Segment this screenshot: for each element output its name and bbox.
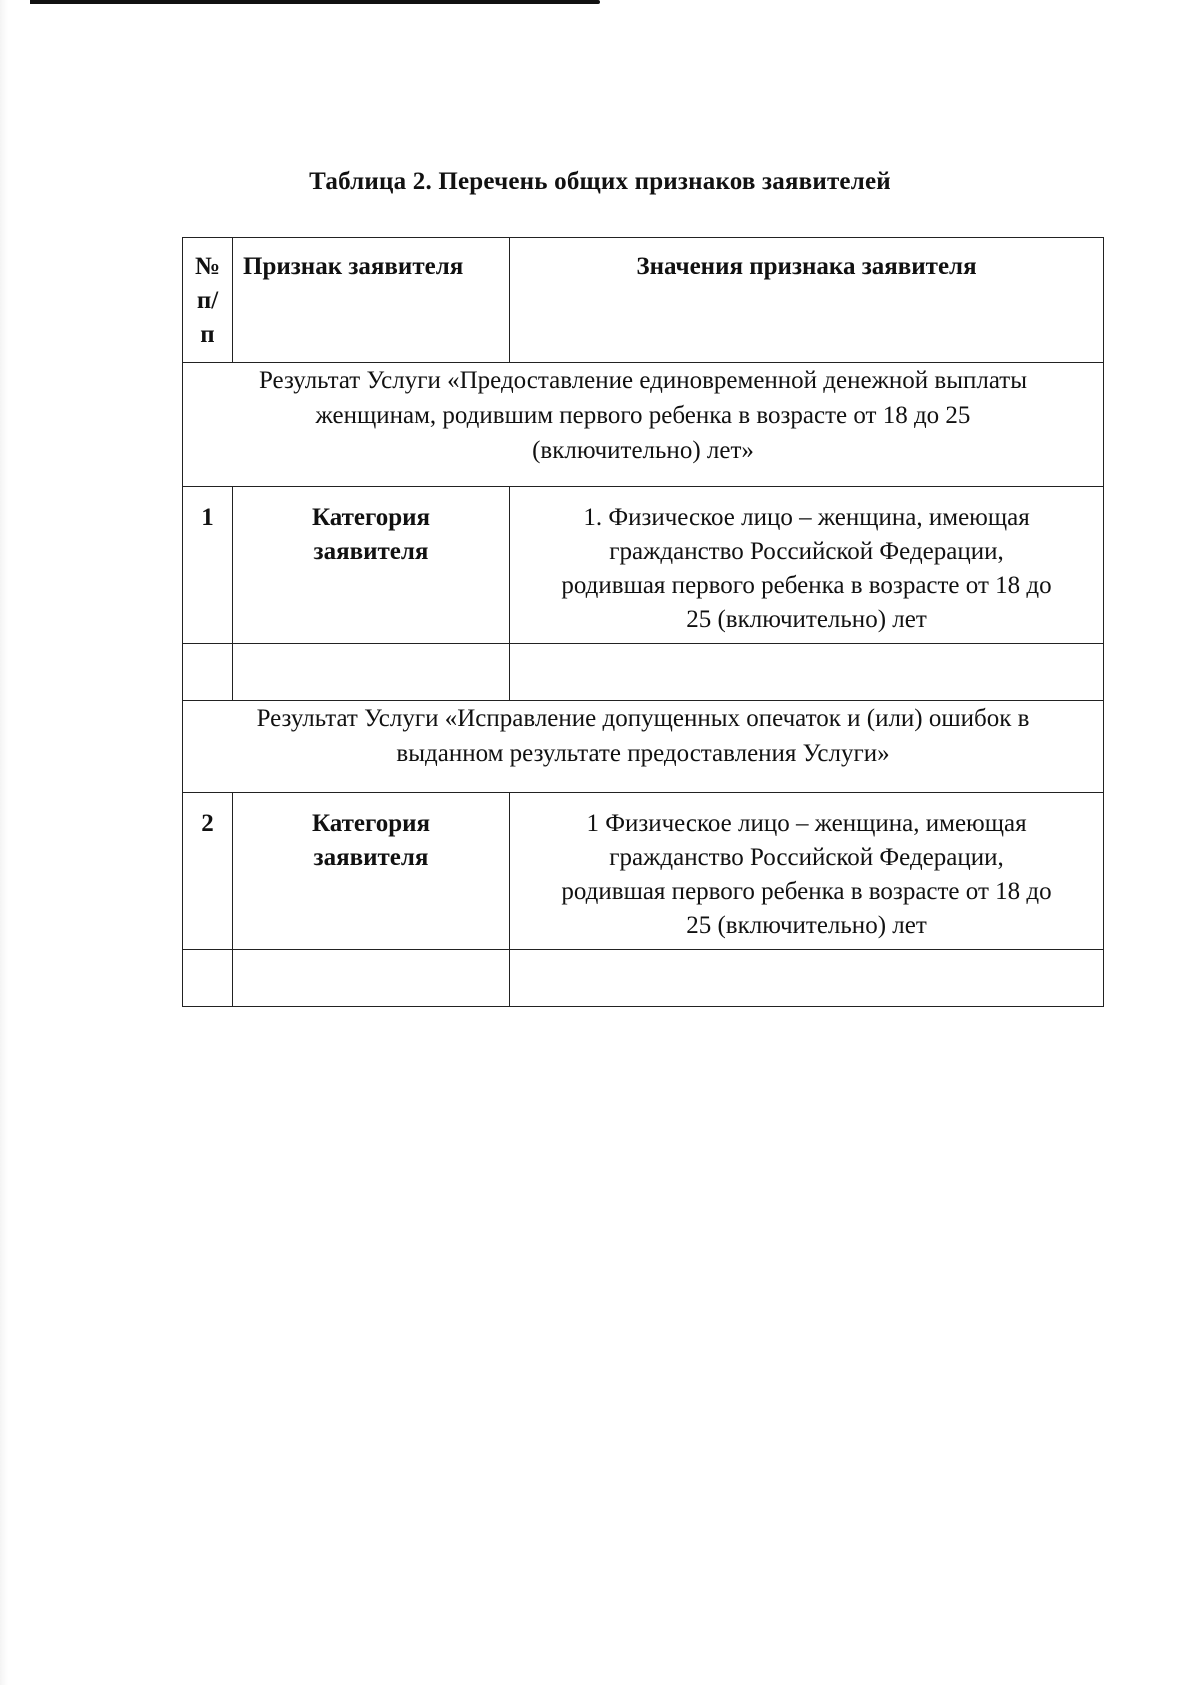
table-row [183, 487, 1104, 644]
row-sign-line: Категория [311, 504, 431, 531]
header-num-line: № [194, 253, 221, 280]
empty-cell [510, 950, 1104, 1007]
page-title: Таблица 2. Перечень общих признаков заявителей [309, 168, 891, 195]
section-result-line: Результат Услуги «Исправление допущенных опечаток и (или) ошибок в [256, 705, 1030, 732]
row-sign [233, 793, 510, 950]
applicant-signs-table [182, 237, 1104, 1007]
row-value-line: гражданство Российской Федерации, [609, 844, 1004, 871]
section-result-row [183, 701, 1104, 793]
row-value-line: родившая первого ребенка в возрасте от 18 до [561, 572, 1052, 599]
header-value: Значения признака заявителя [510, 238, 1104, 363]
row-value [510, 793, 1104, 950]
row-value-line: 1 Физическое лицо – женщина, имеющая [586, 810, 1027, 837]
section-result-cell [183, 363, 1104, 487]
empty-cell [183, 950, 233, 1007]
row-sign-line: заявителя [313, 844, 429, 871]
section-result-row [183, 363, 1104, 487]
table-header-row [183, 238, 1104, 363]
section-result-line: (включительно) лет» [532, 437, 754, 464]
row-value-line: 25 (включительно) лет [686, 606, 927, 633]
empty-cell [233, 644, 510, 701]
row-value-line: родившая первого ребенка в возрасте от 18 до [561, 878, 1052, 905]
table-row [183, 793, 1104, 950]
header-sign: Признак заявителя [233, 238, 510, 363]
section-result-line: женщинам, родившим первого ребенка в возрасте от 18 до 25 [315, 402, 971, 429]
section-result-cell [183, 701, 1104, 793]
row-value [510, 487, 1104, 644]
row-value-line: 25 (включительно) лет [686, 912, 927, 939]
section-result-line: Результат Услуги «Предоставление единовременной денежной выплаты [258, 367, 1028, 394]
empty-cell [183, 644, 233, 701]
empty-table-row [183, 950, 1104, 1007]
row-sign-line: Категория [311, 810, 431, 837]
header-num-line: п/ [196, 287, 219, 314]
row-value-line: 1. Физическое лицо – женщина, имеющая [583, 504, 1030, 531]
row-num: 2 [183, 793, 233, 950]
header-num-line: п [200, 321, 215, 348]
scan-artifact-bar [30, 0, 600, 4]
row-sign-line: заявителя [313, 538, 429, 565]
row-num: 1 [183, 487, 233, 644]
empty-cell [510, 644, 1104, 701]
empty-cell [233, 950, 510, 1007]
row-sign [233, 487, 510, 644]
section-result-line: выданном результате предоставления Услуги» [396, 740, 890, 767]
header-num [183, 238, 233, 363]
empty-table-row [183, 644, 1104, 701]
scan-edge-shadow [0, 0, 8, 1685]
row-value-line: гражданство Российской Федерации, [609, 538, 1004, 565]
